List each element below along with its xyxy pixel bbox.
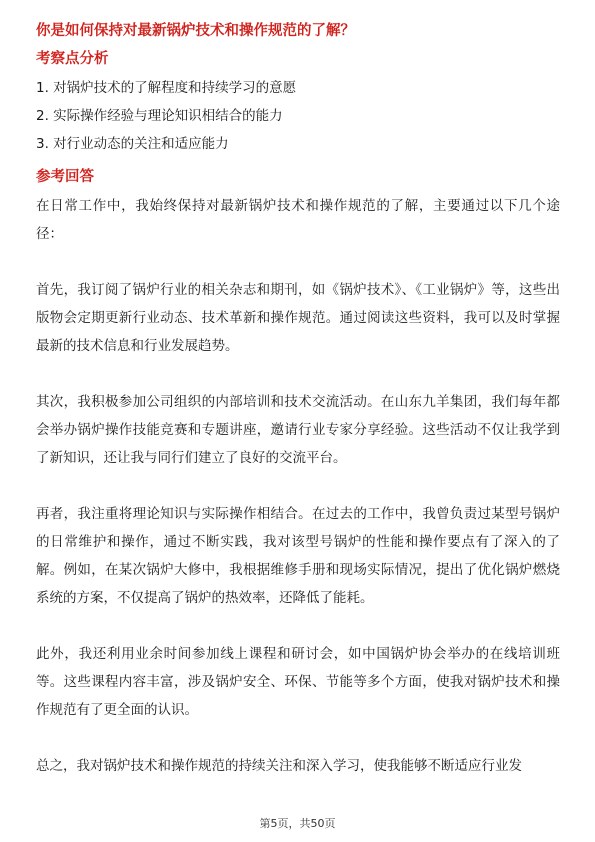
analysis-point: 3. 对行业动态的关注和适应能力 — [36, 136, 229, 152]
question-heading: 你是如何保持对最新锅炉技术和操作规范的了解？ — [36, 23, 355, 39]
analysis-point: 1. 对锅炉技术的了解程度和持续学习的意愿 — [36, 80, 297, 96]
answer-paragraph: 在日常工作中，我始终保持对最新锅炉技术和操作规范的了解，主要通过以下几个途径： — [36, 198, 560, 242]
answer-paragraph: 首先，我订阅了锅炉行业的相关杂志和期刊，如《锅炉技术》、《工业锅炉》等，这些出版物会定期更新行业动态、技术革新和操作规范。通过阅读这些资料，我可以及时掌握最新的技术信息和行业发展趋势。 — [36, 282, 560, 354]
answer-title: 参考回答 — [36, 169, 94, 185]
answer-paragraph: 此外，我还利用业余时间参加线上课程和研讨会，如中国锅炉协会举办的在线培训班等。这些课程内容丰富，涉及锅炉安全、环保、节能等多个方面，使我对锅炉技术和操作规范有了更全面的认识。 — [36, 646, 560, 718]
analysis-points-list — [36, 74, 560, 158]
answer-paragraph: 其次，我积极参加公司组织的内部培训和技术交流活动。在山东九羊集团，我们每年都会举办锅炉操作技能竞赛和专题讲座，邀请行业专家分享经验。这些活动不仅让我学到了新知识，还让我与同行们建立了良好的交流平台。 — [36, 394, 560, 466]
page-number-footer: 第5页，共50页 — [259, 817, 336, 830]
document-page — [36, 20, 560, 780]
analysis-point: 2. 实际操作经验与理论知识相结合的能力 — [36, 108, 283, 124]
answer-paragraph: 总之，我对锅炉技术和操作规范的持续关注和深入学习，使我能够不断适应行业发 — [36, 758, 522, 774]
analysis-title: 考察点分析 — [36, 51, 109, 67]
answer-paragraph: 再者，我注重将理论知识与实际操作相结合。在过去的工作中，我曾负责过某型号锅炉的日常维护和操作，通过不断实践，我对该型号锅炉的性能和操作要点有了深入的了解。例如，在某次锅炉大修中，我根据维修手册和现场实际情况，提出了优化锅炉燃烧系统的方案，不仅提高了锅炉的热效率，还降低了能耗。 — [36, 506, 560, 606]
